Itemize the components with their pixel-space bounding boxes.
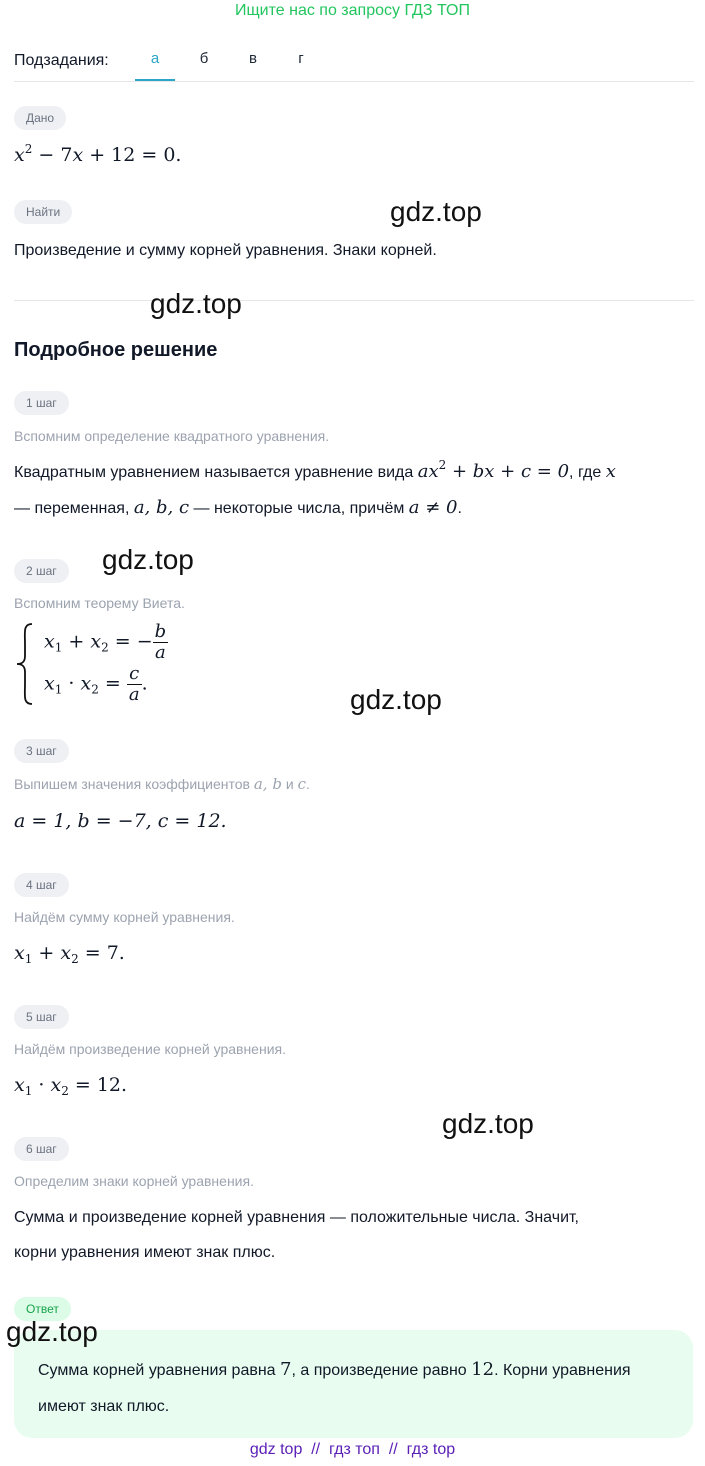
find-pill: Найти [14, 200, 72, 224]
step3-coefficients: a = 1, b = −7, c = 12. [14, 810, 227, 832]
step3-hint: Выпишем значения коэффициентов a, b и c. [14, 775, 310, 793]
step4-pill: 4 шаг [14, 873, 69, 897]
step5-product: $x_1 \cdot x_2 = 12$. [14, 1074, 128, 1098]
find-text: Произведение и сумму корней уравнения. Знаки корней. [14, 242, 437, 259]
answer-pill: Ответ [14, 1297, 71, 1321]
footer-link-gdz-top-ru[interactable]: гдз топ [329, 1441, 380, 1458]
step1-pill: 1 шаг [14, 391, 69, 415]
watermark: gdz.top [390, 196, 482, 227]
footer-separator: // [388, 1441, 398, 1458]
step1-line2: — переменная, a, b, c — некоторые числа, причём a ≠ 0. [14, 497, 462, 518]
watermark: gdz.top [150, 288, 242, 319]
step6-hint: Определим знаки корней уравнения. [14, 1173, 254, 1189]
footer-links [0, 1441, 705, 1459]
watermark: gdz.top [350, 684, 442, 715]
footer-link-gdz-top[interactable]: gdz top [249, 1441, 303, 1458]
step6-pill: 6 шаг [14, 1137, 69, 1161]
step4-hint: Найдём сумму корней уравнения. [14, 909, 235, 925]
tab-v[interactable]: в [249, 50, 257, 67]
answer-box [14, 1330, 693, 1438]
subtasks-bar [14, 50, 694, 82]
subtasks-label: Подзадания: [14, 52, 109, 69]
given-equation: $x^2 - 7x + 12 = 0$. [14, 142, 182, 166]
tab-g[interactable]: г [298, 50, 304, 67]
system-brace-icon [14, 622, 36, 706]
answer-text: Сумма корней уравнения равна 7, а произведение равно 12. Корни уравнения имеют знак плюс. [38, 1359, 631, 1415]
step2-hint: Вспомним теорему Виета. [14, 595, 185, 611]
step3-pill: 3 шаг [14, 739, 69, 763]
tab-b[interactable]: б [199, 50, 209, 67]
step5-hint: Найдём произведение корней уравнения. [14, 1041, 286, 1057]
tab-a[interactable]: а [135, 50, 175, 81]
step6-line1: Сумма и произведение корней уравнения — положительные числа. Значит, [14, 1209, 579, 1226]
vieta-product: $x_1 \cdot x_2$ = $\frac{c}{a}$ . [44, 663, 148, 705]
step2-pill: 2 шаг [14, 559, 69, 583]
step1-line1: Квадратным уравнением называется уравнение вида $ax^2$ + bx + c = 0, где x [14, 458, 616, 482]
step5-pill: 5 шаг [14, 1005, 69, 1029]
top-banner: Ищите нас по запросу ГДЗ ТОП [235, 2, 470, 19]
watermark: gdz.top [442, 1108, 534, 1139]
footer-separator: // [311, 1441, 321, 1458]
watermark: gdz.top [6, 1316, 98, 1347]
divider [14, 300, 694, 301]
step4-sum: $x_1 + x_2 = 7$. [14, 942, 125, 966]
vieta-sum: $x_1 + x_2$ = − $\frac{b}{a}$ [44, 621, 167, 663]
step1-hint: Вспомним определение квадратного уравнения. [14, 428, 330, 444]
given-pill: Дано [14, 106, 66, 130]
watermark: gdz.top [102, 544, 194, 575]
footer-link-gdz-top-mixed[interactable]: гдз top [406, 1441, 456, 1458]
solution-heading: Подробное решение [14, 339, 218, 361]
step6-line2: корни уравнения имеют знак плюс. [14, 1244, 276, 1261]
